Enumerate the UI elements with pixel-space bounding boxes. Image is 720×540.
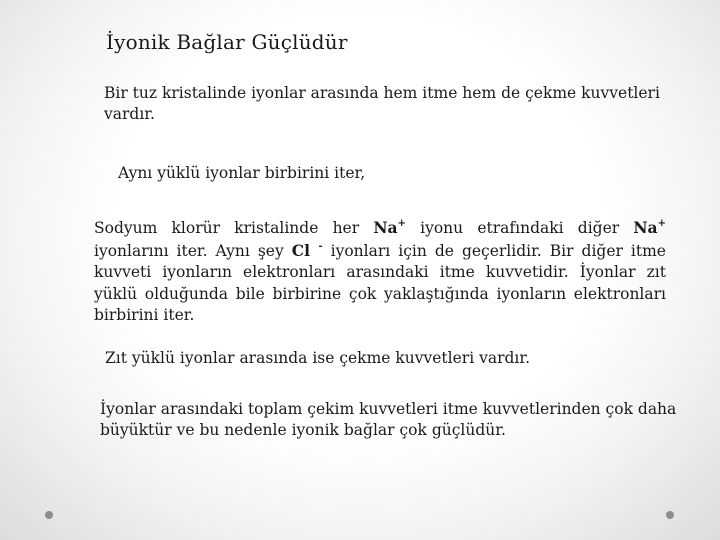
paragraph-opposite-charge: Zıt yüklü iyonlar arasında ise çekme kuvvetleri vardır. [105,349,531,367]
decorative-dot-right [666,511,674,519]
text-segment: iyonlarını iter. Aynı şey [94,241,292,260]
paragraph-forces: Bir tuz kristalinde iyonlar arasında hem itme hem de çekme kuvvetleri vardır. [104,84,660,123]
paragraph-sodium-chloride [94,217,666,327]
paragraph-same-charge: Aynı yüklü iyonlar birbirini iter, [118,164,366,182]
decorative-dot-left [45,511,53,519]
sodium-ion-symbol: Na+ [633,218,666,237]
text-segment: Sodyum klorür kristalinde her [94,219,374,237]
chloride-ion-symbol: Cl - [291,240,323,260]
paragraph-conclusion: İyonlar arasındaki toplam çekim kuvvetleri itme kuvvetlerinden çok daha büyüktür ve bu nedenle iyonik bağlar çok güçlüdür. [100,400,677,439]
text-segment: iyonu etrafındaki diğer [405,219,634,237]
sodium-ion-symbol: Na+ [373,218,406,237]
text-segment: iyonları için de geçerlidir. Bir diğer itme kuvveti iyonların elektronları arasındaki itme kuvvetidir. İyonlar zıt yüklü olduğunda bile birbirine çok yaklaştığında iyonların elektronları birbirini iter. [94,241,666,324]
slide-title: İyonik Bağlar Güçlüdür [106,30,348,54]
